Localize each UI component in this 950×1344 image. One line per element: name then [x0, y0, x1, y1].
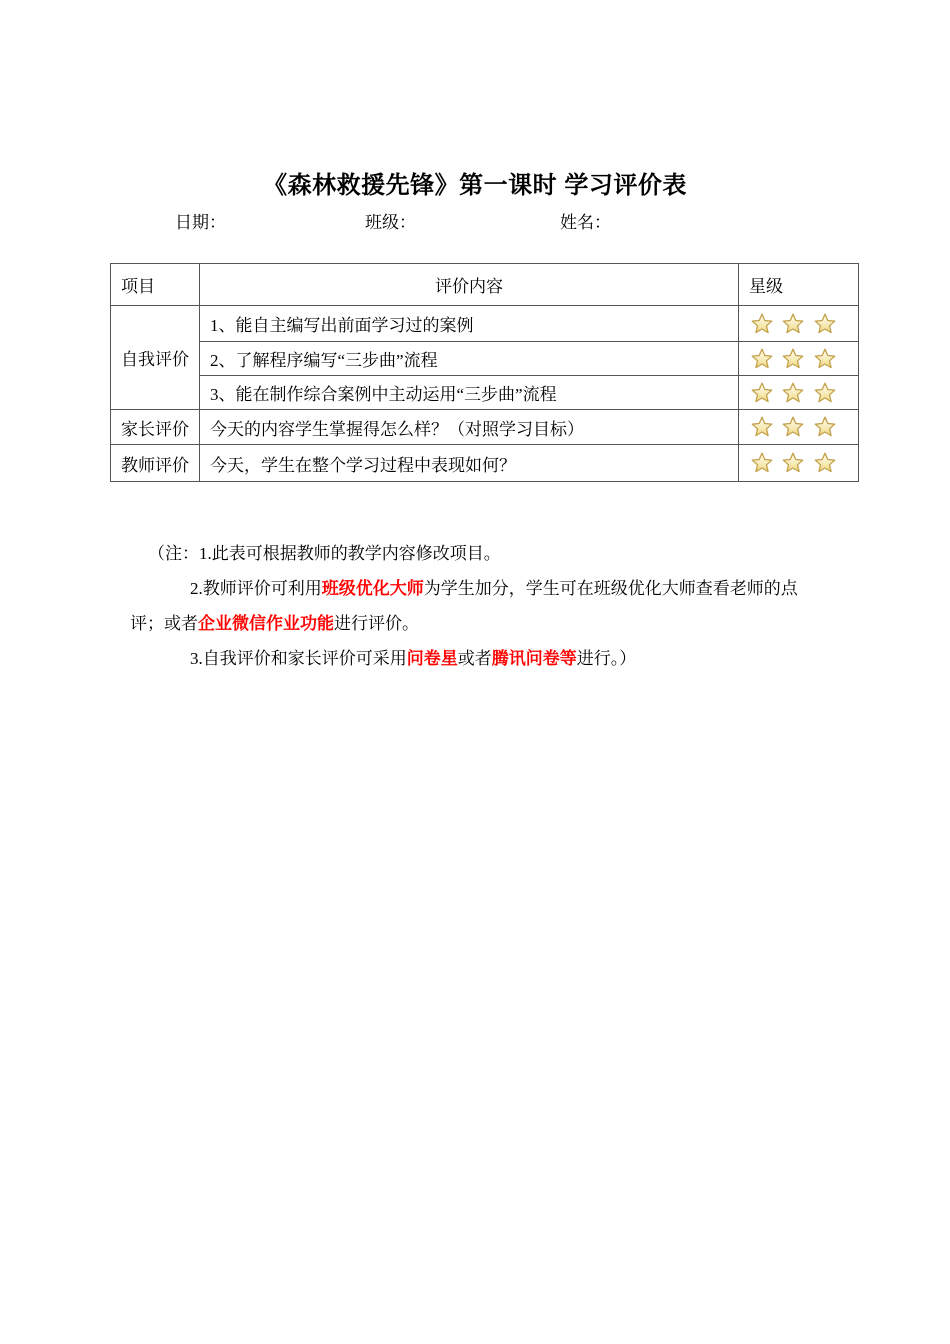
category-cell-self: 自我评价 — [111, 306, 200, 410]
star-rating-cell — [739, 306, 859, 342]
star-icon[interactable] — [780, 381, 806, 405]
star-icon[interactable] — [780, 451, 806, 475]
star-rating-cell — [739, 376, 859, 410]
star-icon[interactable] — [780, 347, 806, 371]
star-icon[interactable] — [812, 347, 838, 371]
table-row — [111, 306, 859, 342]
table-row — [111, 376, 859, 410]
star-icon[interactable] — [749, 415, 775, 439]
note-2-mid: 为学生加分，学生可在班级优化大师查看老师的点评；或者 — [130, 579, 798, 633]
date-field-label: 日期： — [175, 213, 226, 232]
content-cell: 3、能在制作综合案例中主动运用“三步曲”流程 — [200, 376, 739, 410]
column-header-item: 项目 — [111, 264, 200, 306]
page-title: 《森林救援先锋》第一课时 学习评价表 — [263, 172, 687, 199]
note-3-highlight-wenjuanxing: 问卷星 — [406, 649, 458, 668]
note-line-2 — [130, 571, 822, 641]
star-icon[interactable] — [749, 347, 775, 371]
star-icon[interactable] — [812, 381, 838, 405]
star-icon[interactable] — [780, 312, 806, 336]
note-2-suffix: 进行评价。 — [334, 614, 419, 633]
star-icon[interactable] — [812, 415, 838, 439]
class-field-label: 班级： — [365, 213, 416, 232]
content-cell: 2、了解程序编写“三步曲”流程 — [200, 342, 739, 376]
column-header-stars: 星级 — [739, 264, 859, 306]
note-2-prefix: 2.教师评价可利用 — [190, 579, 322, 598]
name-field-label: 姓名： — [560, 213, 611, 232]
category-cell-parent: 家长评价 — [111, 410, 200, 445]
note-2-highlight-qiye-weixin: 企业微信作业功能 — [198, 614, 334, 633]
category-cell-teacher: 教师评价 — [111, 445, 200, 482]
content-cell: 今天的内容学生掌握得怎么样？（对照学习目标） — [200, 410, 739, 445]
evaluation-table — [110, 263, 859, 482]
note-line-3 — [130, 641, 822, 676]
note-1-text: （注：1.此表可根据教师的教学内容修改项目。 — [148, 544, 501, 563]
star-rating-cell — [739, 342, 859, 376]
star-icon[interactable] — [812, 312, 838, 336]
table-row — [111, 445, 859, 482]
note-3-suffix: 进行。） — [576, 649, 637, 668]
star-icon[interactable] — [812, 451, 838, 475]
note-3-prefix: 3.自我评价和家长评价可采用 — [190, 649, 407, 668]
star-icon[interactable] — [749, 312, 775, 336]
content-cell: 今天，学生在整个学习过程中表现如何？ — [200, 445, 739, 482]
note-3-mid: 或者 — [457, 649, 492, 668]
note-3-highlight-tengxun-wenjuan: 腾讯问卷等 — [491, 649, 577, 668]
table-row — [111, 342, 859, 376]
notes — [130, 536, 822, 676]
star-icon[interactable] — [749, 451, 775, 475]
star-icon[interactable] — [780, 415, 806, 439]
star-rating-cell — [739, 410, 859, 445]
star-icon[interactable] — [749, 381, 775, 405]
table-header-row — [111, 264, 859, 306]
star-rating-cell — [739, 445, 859, 482]
note-line-1 — [130, 536, 822, 571]
content-cell: 1、能自主编写出前面学习过的案例 — [200, 306, 739, 342]
note-2-highlight-banji-youhua-dashi: 班级优化大师 — [321, 579, 424, 598]
column-header-content: 评价内容 — [200, 264, 739, 306]
table-row — [111, 410, 859, 445]
